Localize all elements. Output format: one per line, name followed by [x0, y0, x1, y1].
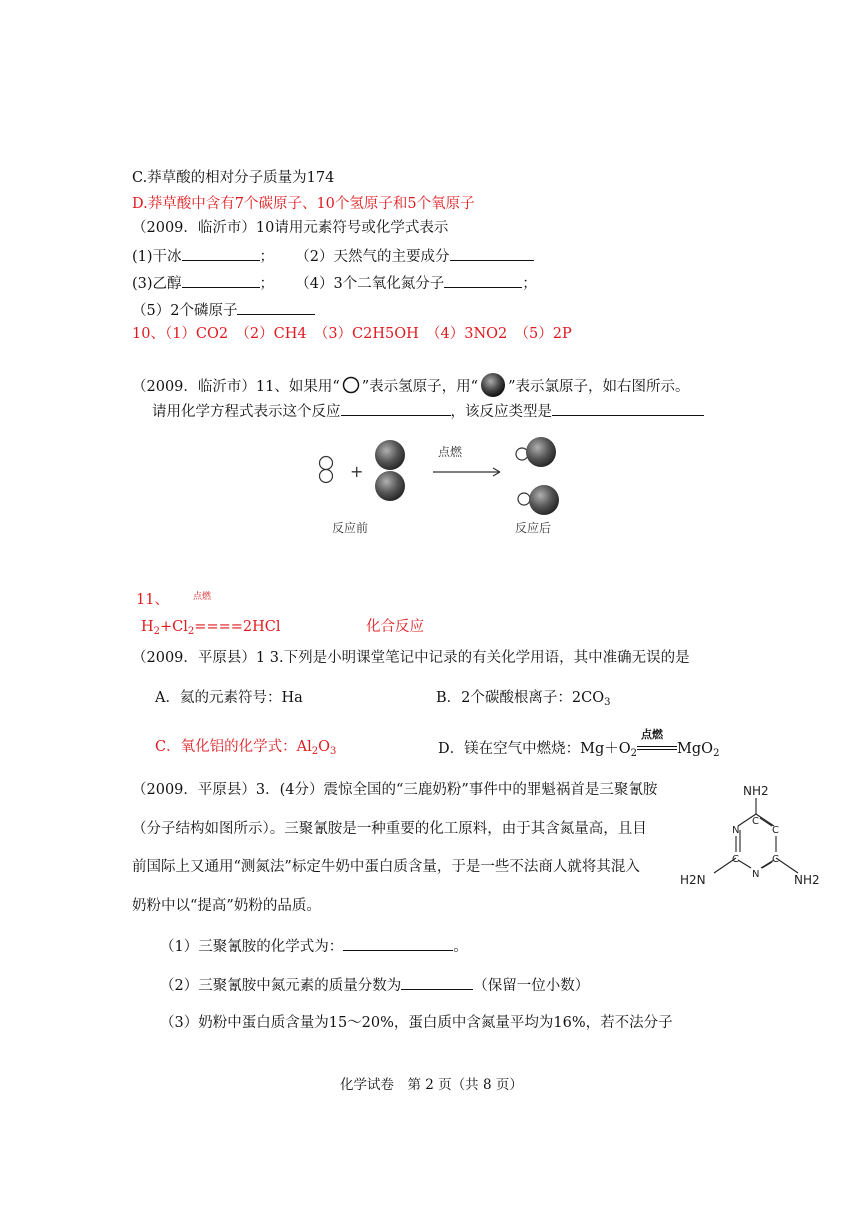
- q11-header-text-c: ”表示氯原子，如右图所示。: [508, 379, 690, 395]
- q11-line-2: [152, 400, 704, 422]
- q3-line-2: （分子结构如图所示）。三聚氰胺是一种重要的化工原料，由于其含氮量高，且目: [132, 821, 647, 837]
- q3-sub1-text: （1）三聚氰胺的化学式为：: [160, 939, 344, 955]
- q10-row-3: [132, 299, 315, 321]
- chlorine-atom-icon: [478, 372, 508, 398]
- q10-row-1: [132, 245, 534, 267]
- q3-sub2-text: （2）三聚氰胺中氮元素的质量分数为: [160, 978, 402, 994]
- q10-item-4: （4）3个二氧化氮分子: [295, 276, 445, 292]
- option-d-answer: D.莽草酸中含有7个碳原子、10个氢原子和5个氧原子: [132, 196, 475, 212]
- left-amine-label: H2N: [680, 873, 706, 887]
- q13-c-text: C．氧化铝的化学式：Al: [155, 739, 312, 755]
- q11-answer-equation: [141, 617, 281, 637]
- q13-option-d: [438, 728, 720, 759]
- q10-sep-1: ；: [259, 249, 275, 265]
- q11-answer-type: 化合反应: [366, 619, 424, 635]
- label-before: 反应前: [332, 521, 369, 535]
- label-after: 反应后: [515, 521, 552, 535]
- q13-b-text: B．2个碳酸根离子：2CO: [436, 690, 605, 706]
- right-amine-label: NH2: [794, 873, 820, 887]
- q3-line-1: （2009．平原县）3．(4分）震惊全国的“三鹿奶粉”事件中的罪魁祸首是三聚氰胺: [132, 782, 658, 798]
- hcl-molecule-1: [516, 437, 556, 467]
- option-c: C.莽草酸的相对分子质量为174: [132, 170, 335, 186]
- q10-header: （2009．临沂市）10请用元素符号或化学式表示: [132, 220, 449, 236]
- q11-header: [132, 372, 690, 398]
- q10-item-2: （2）天然气的主要成分: [295, 249, 450, 265]
- q11-answer-number: 11、: [136, 592, 169, 608]
- q10-blank-3[interactable]: [182, 272, 260, 288]
- eq-h: H: [141, 619, 154, 635]
- ring-bonds: [714, 798, 798, 873]
- reaction-diagram: [300, 436, 600, 542]
- q3-sub-1: [160, 935, 468, 957]
- ring-atom-c-1: C: [772, 825, 779, 836]
- plus-sign: +: [350, 462, 364, 481]
- ring-n-top-left: C: [752, 816, 759, 827]
- q11-line2-text-b: ，该反应类型是: [450, 404, 552, 420]
- q10-item-3: (3)乙醇: [132, 276, 182, 292]
- q10-blank-5[interactable]: [237, 299, 315, 315]
- q13-b-sub: 3: [604, 697, 611, 708]
- q10-sep-3: ；: [259, 276, 275, 292]
- q13-header: （2009．平原县）1 3.下列是小明课堂笔记中记录的有关化学用语，其中准确无误的是: [132, 650, 690, 666]
- q10-blank-1[interactable]: [182, 245, 260, 261]
- q3-sub1-end: 。: [453, 939, 468, 955]
- melamine-structure: [676, 778, 826, 890]
- q3-formula-blank[interactable]: [343, 935, 453, 951]
- ring-atom-c-3: C: [772, 854, 779, 865]
- q3-sub-3: （3）奶粉中蛋白质含量为15～20%，蛋白质中含氮量平均为16%，若不法分子: [160, 1015, 673, 1031]
- q13-d-product: MgO: [677, 741, 714, 757]
- q11-header-text-b: ”表示氢原子，用“: [361, 379, 479, 395]
- q10-answer: 10、（1）CO2 （2）CH4 （3）C2H5OH （4）3NO2 （5）2P: [132, 326, 572, 342]
- q10-blank-4[interactable]: [444, 272, 522, 288]
- q13-option-b: [436, 688, 610, 708]
- hcl-molecule-2: [518, 485, 559, 515]
- q10-item-5: （5）2个磷原子: [132, 303, 238, 319]
- q11-header-text-a: （2009．临沂市）11、如果用“: [132, 379, 340, 395]
- q10-blank-2[interactable]: [450, 245, 534, 261]
- q13-c-sub-1: 2: [311, 746, 319, 757]
- cl2-molecule: [375, 440, 405, 501]
- q13-c-sub-2: 3: [329, 746, 337, 757]
- q3-percent-blank[interactable]: [401, 974, 473, 990]
- q11-equation-blank[interactable]: [341, 400, 451, 416]
- hydrogen-atom-icon: [340, 376, 362, 394]
- q13-d-text: D．镁在空气中燃烧：Mg＋O: [438, 741, 631, 757]
- q11-answer-condition: 点燃: [193, 592, 212, 602]
- q11-line2-text-a: 请用化学方程式表示这个反应: [152, 404, 341, 420]
- q10-item-1: (1)干冰: [132, 249, 182, 265]
- q10-row-2: [132, 272, 537, 294]
- eq-hcl: ====2HCl: [194, 619, 281, 635]
- page-footer: 化学试卷 第 2 页（共 8 页）: [340, 1077, 523, 1093]
- arrow-label: 点燃: [438, 445, 463, 459]
- q13-option-a: A．氦的元素符号：Ha: [155, 690, 303, 706]
- q13-d-sub: 2: [630, 748, 638, 759]
- q13-d-condition: 点燃: [641, 728, 664, 741]
- h2-molecule: [320, 457, 333, 483]
- eq-sub-1: 2: [153, 626, 161, 637]
- q3-line-4: 奶粉中以“提高”奶粉的品质。: [132, 898, 321, 914]
- q13-d-sub-2: 2: [713, 748, 720, 759]
- ring-atom-n-2: N: [752, 869, 760, 880]
- ring-atom-c-2: C: [732, 854, 739, 865]
- ring-atom-n-1: N: [732, 825, 740, 836]
- q11-reaction-type-blank[interactable]: [552, 400, 704, 416]
- q13-option-c-answer: [155, 737, 336, 757]
- eq-cl: +Cl: [160, 619, 188, 635]
- q3-sub-2: [160, 974, 589, 996]
- q3-sub2-note: （保留一位小数）: [473, 978, 590, 994]
- q13-c-text-o: O: [318, 739, 330, 755]
- top-amine-label: NH2: [743, 784, 769, 798]
- q3-line-3: 前国际上又通用“测氮法”标定牛奶中蛋白质含量，于是一些不法商人就将其混入: [132, 859, 640, 875]
- eq-sub-2: 2: [187, 626, 195, 637]
- q10-sep-4: ；: [522, 276, 537, 292]
- q13-d-condition-arrow: [637, 728, 677, 753]
